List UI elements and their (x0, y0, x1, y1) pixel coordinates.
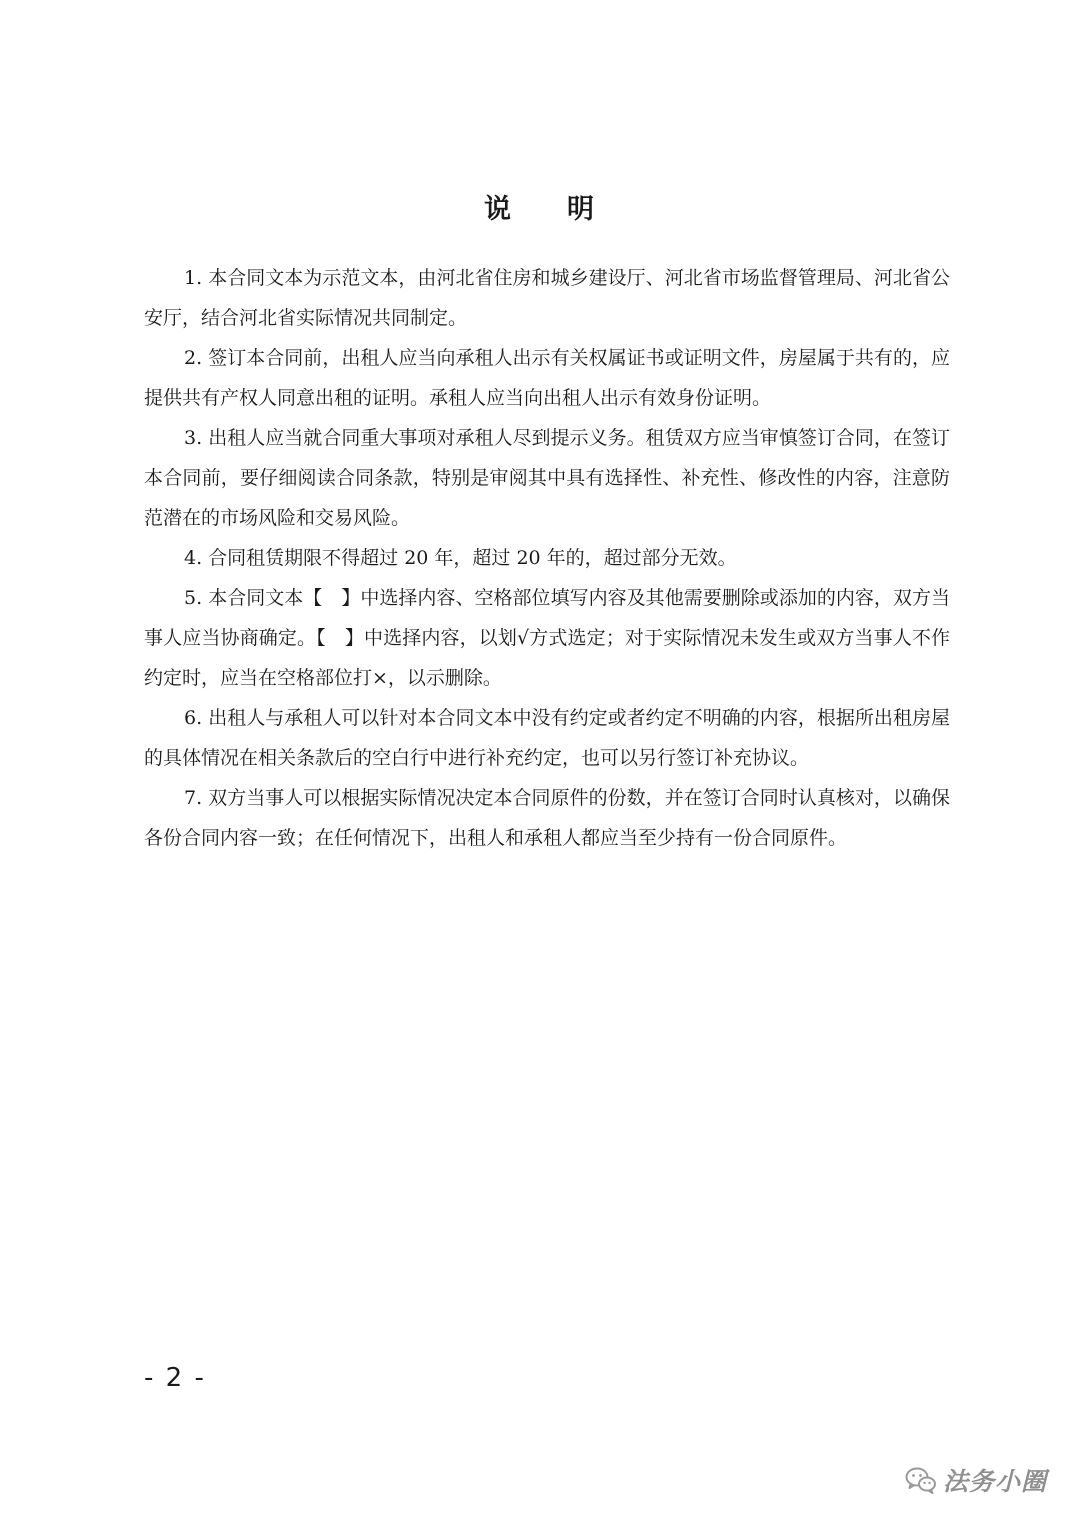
instruction-paragraph-2: 2. 签订本合同前，出租人应当向承租人出示有关权属证书或证明文件，房屋属于共有的，应提供共有产权人同意出租的证明。承租人应当向出租人出示有效身份证明。 (144, 347, 950, 409)
watermark-text: 法务小圈 (943, 1467, 1048, 1496)
wechat-icon (905, 1466, 937, 1494)
watermark (905, 1455, 1047, 1505)
title-char-1: 说 (484, 194, 513, 225)
instruction-paragraph-5: 5. 本合同文本【 】中选择内容、空格部位填写内容及其他需要删除或添加的内容，双方当事人应当协商确定。【 】中选择内容，以划√方式选定；对于实际情况未发生或双方当事人不作约定时，应当在空格部位打×，以示删除。 (144, 587, 950, 689)
page-number: - 2 - (144, 1363, 206, 1393)
instruction-paragraph-4: 4. 合同租赁期限不得超过 20 年，超过 20 年的，超过部分无效。 (184, 547, 737, 569)
instruction-paragraph-7: 7. 双方当事人可以根据实际情况决定本合同原件的份数，并在签订合同时认真核对，以确保各份合同内容一致；在任何情况下，出租人和承租人都应当至少持有一份合同原件。 (144, 787, 950, 849)
instruction-paragraph-3: 3. 出租人应当就合同重大事项对承租人尽到提示义务。租赁双方应当审慎签订合同，在签订本合同前，要仔细阅读合同条款，特别是审阅其中具有选择性、补充性、修改性的内容，注意防范潜在的市场风险和交易风险。 (144, 427, 950, 529)
instruction-paragraph-1: 1. 本合同文本为示范文本，由河北省住房和城乡建设厅、河北省市场监督管理局、河北省公安厅，结合河北省实际情况共同制定。 (144, 267, 950, 329)
instructions-body (144, 258, 950, 858)
instruction-paragraph-6: 6. 出租人与承租人可以针对本合同文本中没有约定或者约定不明确的内容，根据所出租房屋的具体情况在相关条款后的空白行中进行补充约定，也可以另行签订补充协议。 (144, 707, 950, 769)
page-title (0, 190, 1080, 230)
title-char-2: 明 (567, 194, 596, 225)
